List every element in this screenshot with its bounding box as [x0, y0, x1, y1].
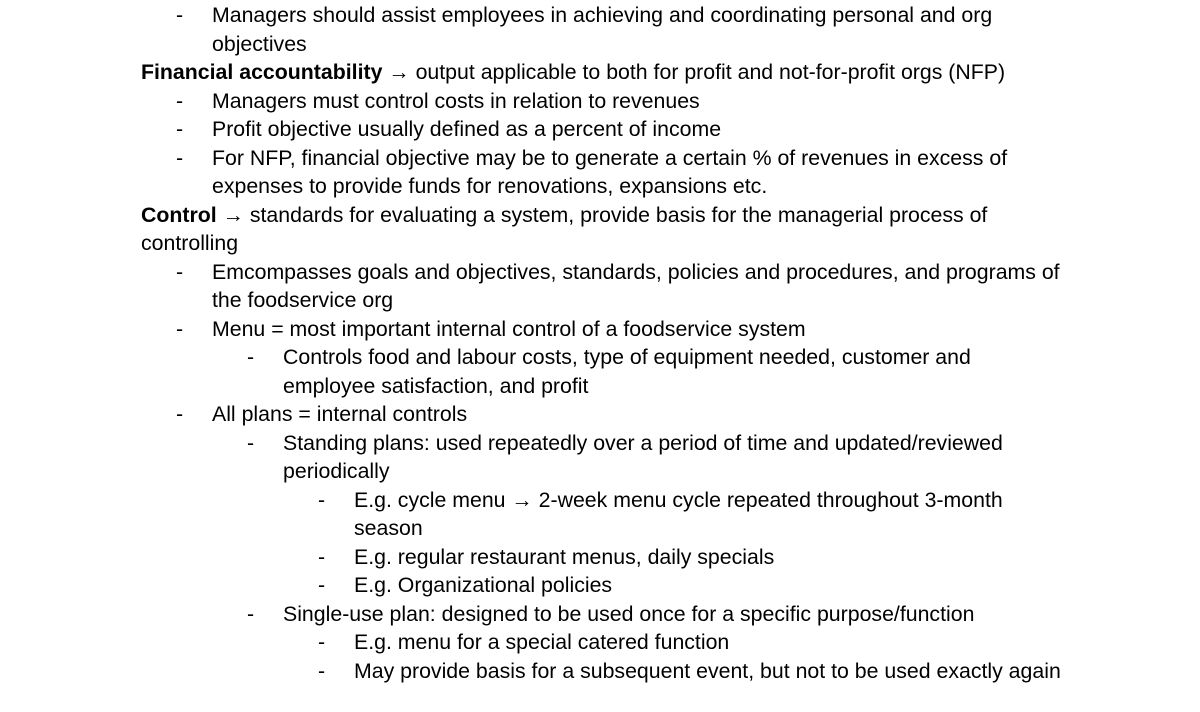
bullet-encompasses-goals	[141, 258, 1061, 315]
bullet-catered-function-example	[141, 628, 1061, 657]
arrow: →	[382, 60, 416, 84]
bullet-subsequent-event-example	[141, 657, 1061, 686]
bullet-text: Managers should assist employees in achieving and coordinating personal and org objectives	[212, 3, 993, 56]
bullet-dash: -	[176, 259, 184, 284]
bullet-text: Controls food and labour costs, type of equipment needed, customer and employee satisfaction, and profit	[283, 345, 971, 398]
bullet-text: Profit objective usually defined as a percent of income	[212, 117, 722, 141]
bullet-dash: -	[176, 145, 184, 170]
bullet-standing-plans	[141, 429, 1061, 486]
bullet-dash: -	[176, 402, 184, 426]
bullet-single-use-plan	[141, 600, 1061, 629]
term-control: Control	[141, 202, 217, 227]
bullet-menu-control	[141, 315, 1061, 344]
bullet-text: E.g. regular restaurant menus, daily specials	[354, 544, 775, 569]
bullet-text: For NFP, financial objective may be to generate a certain % of revenues in excess of expenses to provide funds for renovations, expansions etc.	[212, 145, 1008, 198]
bullet-dash: -	[176, 3, 184, 27]
bullet-text: E.g. menu for a special catered function	[354, 630, 730, 654]
bullet-dash: -	[318, 630, 326, 654]
bullet-menu-controls-costs	[141, 343, 1061, 400]
bullet-text: Emcompasses goals and objectives, standards, policies and procedures, and programs of the foodservice org	[212, 259, 1060, 312]
bullet-dash: -	[247, 601, 255, 626]
bullet-control-costs	[141, 87, 1061, 116]
bullet-text: All plans = internal controls	[212, 402, 468, 426]
bullet-text: E.g. cycle menu → 2-week menu cycle repeated throughout 3-month season	[354, 487, 1003, 540]
bullet-assist-employees	[141, 1, 1061, 58]
document-body	[141, 1, 1061, 685]
bullet-text: Managers must control costs in relation to revenues	[212, 88, 700, 113]
term-financial-accountability: Financial accountability	[141, 60, 383, 84]
bullet-text: Menu = most important internal control of a foodservice system	[212, 316, 806, 341]
definition-text: output applicable to both for profit and not-for-profit orgs (NFP)	[415, 60, 1006, 84]
financial-accountability-heading	[141, 58, 1061, 87]
bullet-text: Single-use plan: designed to be used once for a specific purpose/function	[283, 601, 975, 626]
bullet-dash: -	[318, 487, 326, 512]
bullet-all-plans	[141, 400, 1061, 429]
bullet-profit-objective	[141, 115, 1061, 144]
arrow: →	[216, 202, 250, 227]
bullet-dash: -	[318, 544, 326, 569]
bullet-dash: -	[318, 573, 326, 597]
definition-text: standards for evaluating a system, provide basis for the managerial process of controlling	[141, 202, 988, 255]
bullet-cycle-menu-example	[141, 486, 1061, 543]
bullet-text: May provide basis for a subsequent event, but not to be used exactly again	[354, 658, 1061, 683]
bullet-dash: -	[176, 117, 184, 141]
bullet-dash: -	[247, 430, 255, 455]
bullet-dash: -	[247, 345, 255, 369]
bullet-text: Standing plans: used repeatedly over a period of time and updated/reviewed periodically	[283, 430, 1003, 483]
bullet-nfp-objective	[141, 144, 1061, 201]
bullet-text: E.g. Organizational policies	[354, 573, 613, 597]
bullet-dash: -	[176, 88, 184, 113]
bullet-restaurant-menus-example	[141, 543, 1061, 572]
control-heading	[141, 201, 1061, 258]
bullet-org-policies-example	[141, 571, 1061, 600]
bullet-dash: -	[318, 658, 326, 683]
bullet-dash: -	[176, 316, 184, 341]
